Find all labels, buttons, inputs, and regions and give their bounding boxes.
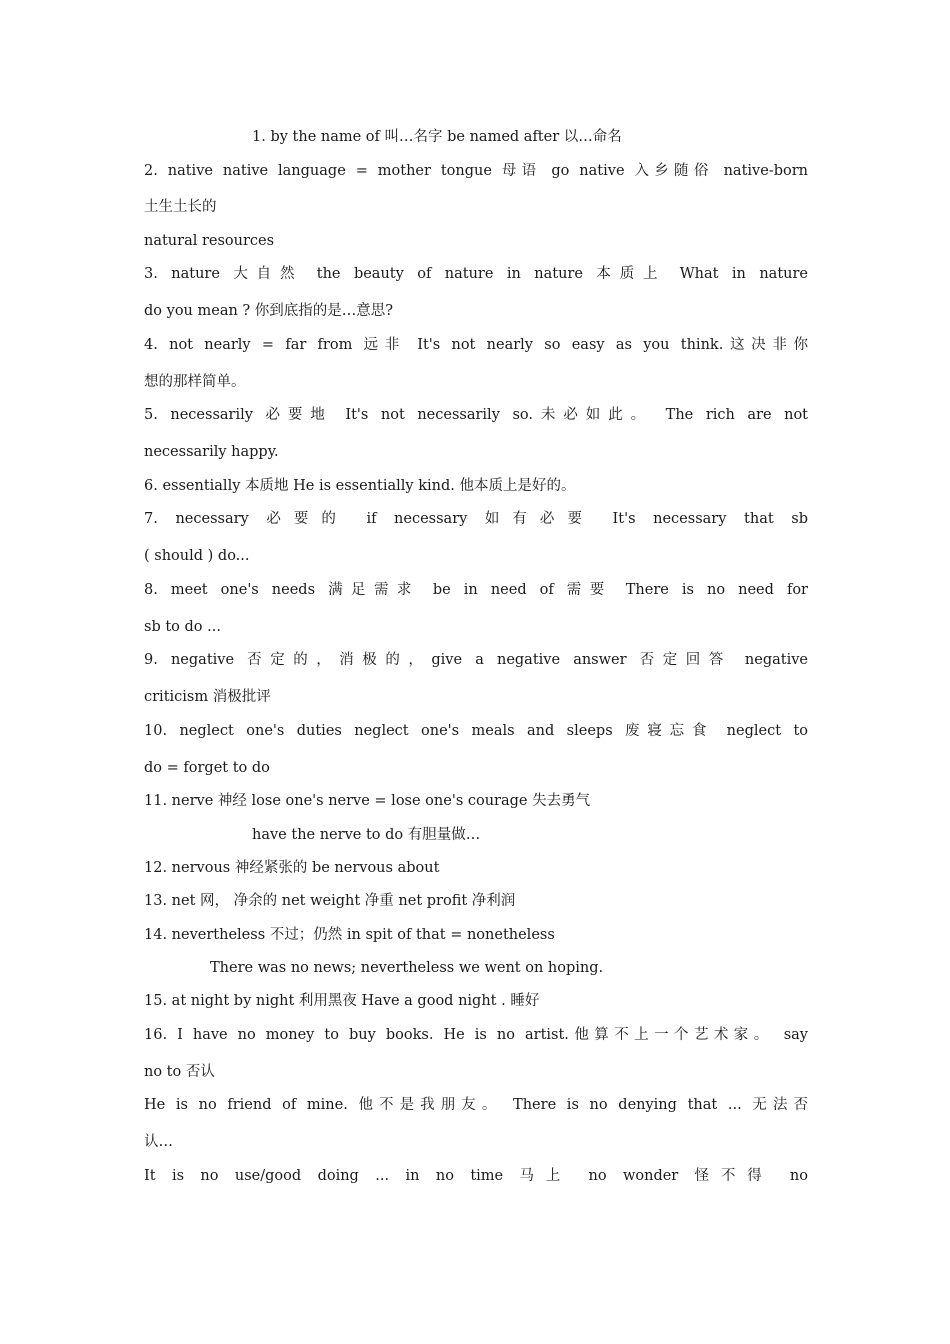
entry-8-meet-ones-needs: 8. meet one's needs 满足需求 be in need of 需要 There is no need for [144, 582, 808, 598]
entry-2-continuation: 土生土长的 [144, 199, 217, 215]
entry-5-continuation: necessarily happy. [144, 444, 279, 460]
entry-16-no-use: It is no use/good doing ... in no time 马上 no wonder 怪不得 no [144, 1168, 808, 1184]
entry-3-nature: 3. nature 大自然 the beauty of nature in nature 本质上 What in nature [144, 266, 808, 282]
entry-14-nevertheless: 14. nevertheless 不过；仍然 in spit of that = nonetheless [144, 927, 555, 943]
entry-5-necessarily: 5. necessarily 必要地 It's not necessarily so.未必如此。 The rich are not [144, 407, 808, 423]
entry-2-native: 2. native native language = mother tongue 母语 go native 入乡随俗 native-born [144, 163, 808, 179]
entry-6-essentially: 6. essentially 本质地 He is essentially kind. 他本质上是好的。 [144, 478, 576, 494]
entry-10-continuation: do = forget to do [144, 760, 270, 776]
entry-15-at-night: 15. at night by night 利用黑夜 Have a good night . 睡好 [144, 993, 540, 1009]
entry-9-continuation: criticism 消极批评 [144, 689, 271, 705]
entry-14-example: There was no news; nevertheless we went on hoping. [210, 960, 604, 976]
entry-natural-resources: natural resources [144, 233, 275, 249]
entry-11-nerve: 11. nerve 神经 lose one's nerve = lose one's courage 失去勇气 [144, 793, 591, 809]
entry-16-no-friend-continuation: 认… [144, 1134, 173, 1150]
entry-7-continuation: ( should ) do... [144, 548, 250, 564]
entry-16-continuation: no to 否认 [144, 1064, 215, 1080]
entry-1-by-the-name-of: 1. by the name of 叫…名字 be named after 以…命名 [252, 129, 622, 145]
entry-10-neglect: 10. neglect one's duties neglect one's meals and sleeps 废寝忘食 neglect to [144, 723, 808, 739]
entry-16-no-friend: He is no friend of mine. 他不是我朋友。 There is no denying that ... 无法否 [144, 1097, 808, 1113]
entry-11-continuation: have the nerve to do 有胆量做… [252, 827, 481, 843]
entry-9-negative: 9. negative 否定的，消极的，give a negative answer 否定回答 negative [144, 652, 808, 668]
entry-3-continuation: do you mean ? 你到底指的是…意思? [144, 303, 394, 319]
entry-4-continuation: 想的那样简单。 [144, 374, 246, 390]
entry-16-no: 16. I have no money to buy books. He is no artist.他算不上一个艺术家。 say [144, 1027, 808, 1043]
entry-13-net: 13. net 网， 净余的 net weight 净重 net profit 净利润 [144, 893, 516, 909]
entry-12-nervous: 12. nervous 神经紧张的 be nervous about [144, 860, 440, 876]
entry-8-continuation: sb to do ... [144, 619, 221, 635]
entry-4-not-nearly: 4. not nearly = far from 远非 It's not nearly so easy as you think.这决非你 [144, 337, 808, 353]
entry-7-necessary: 7. necessary 必要的 if necessary 如有必要 It's necessary that sb [144, 511, 808, 527]
